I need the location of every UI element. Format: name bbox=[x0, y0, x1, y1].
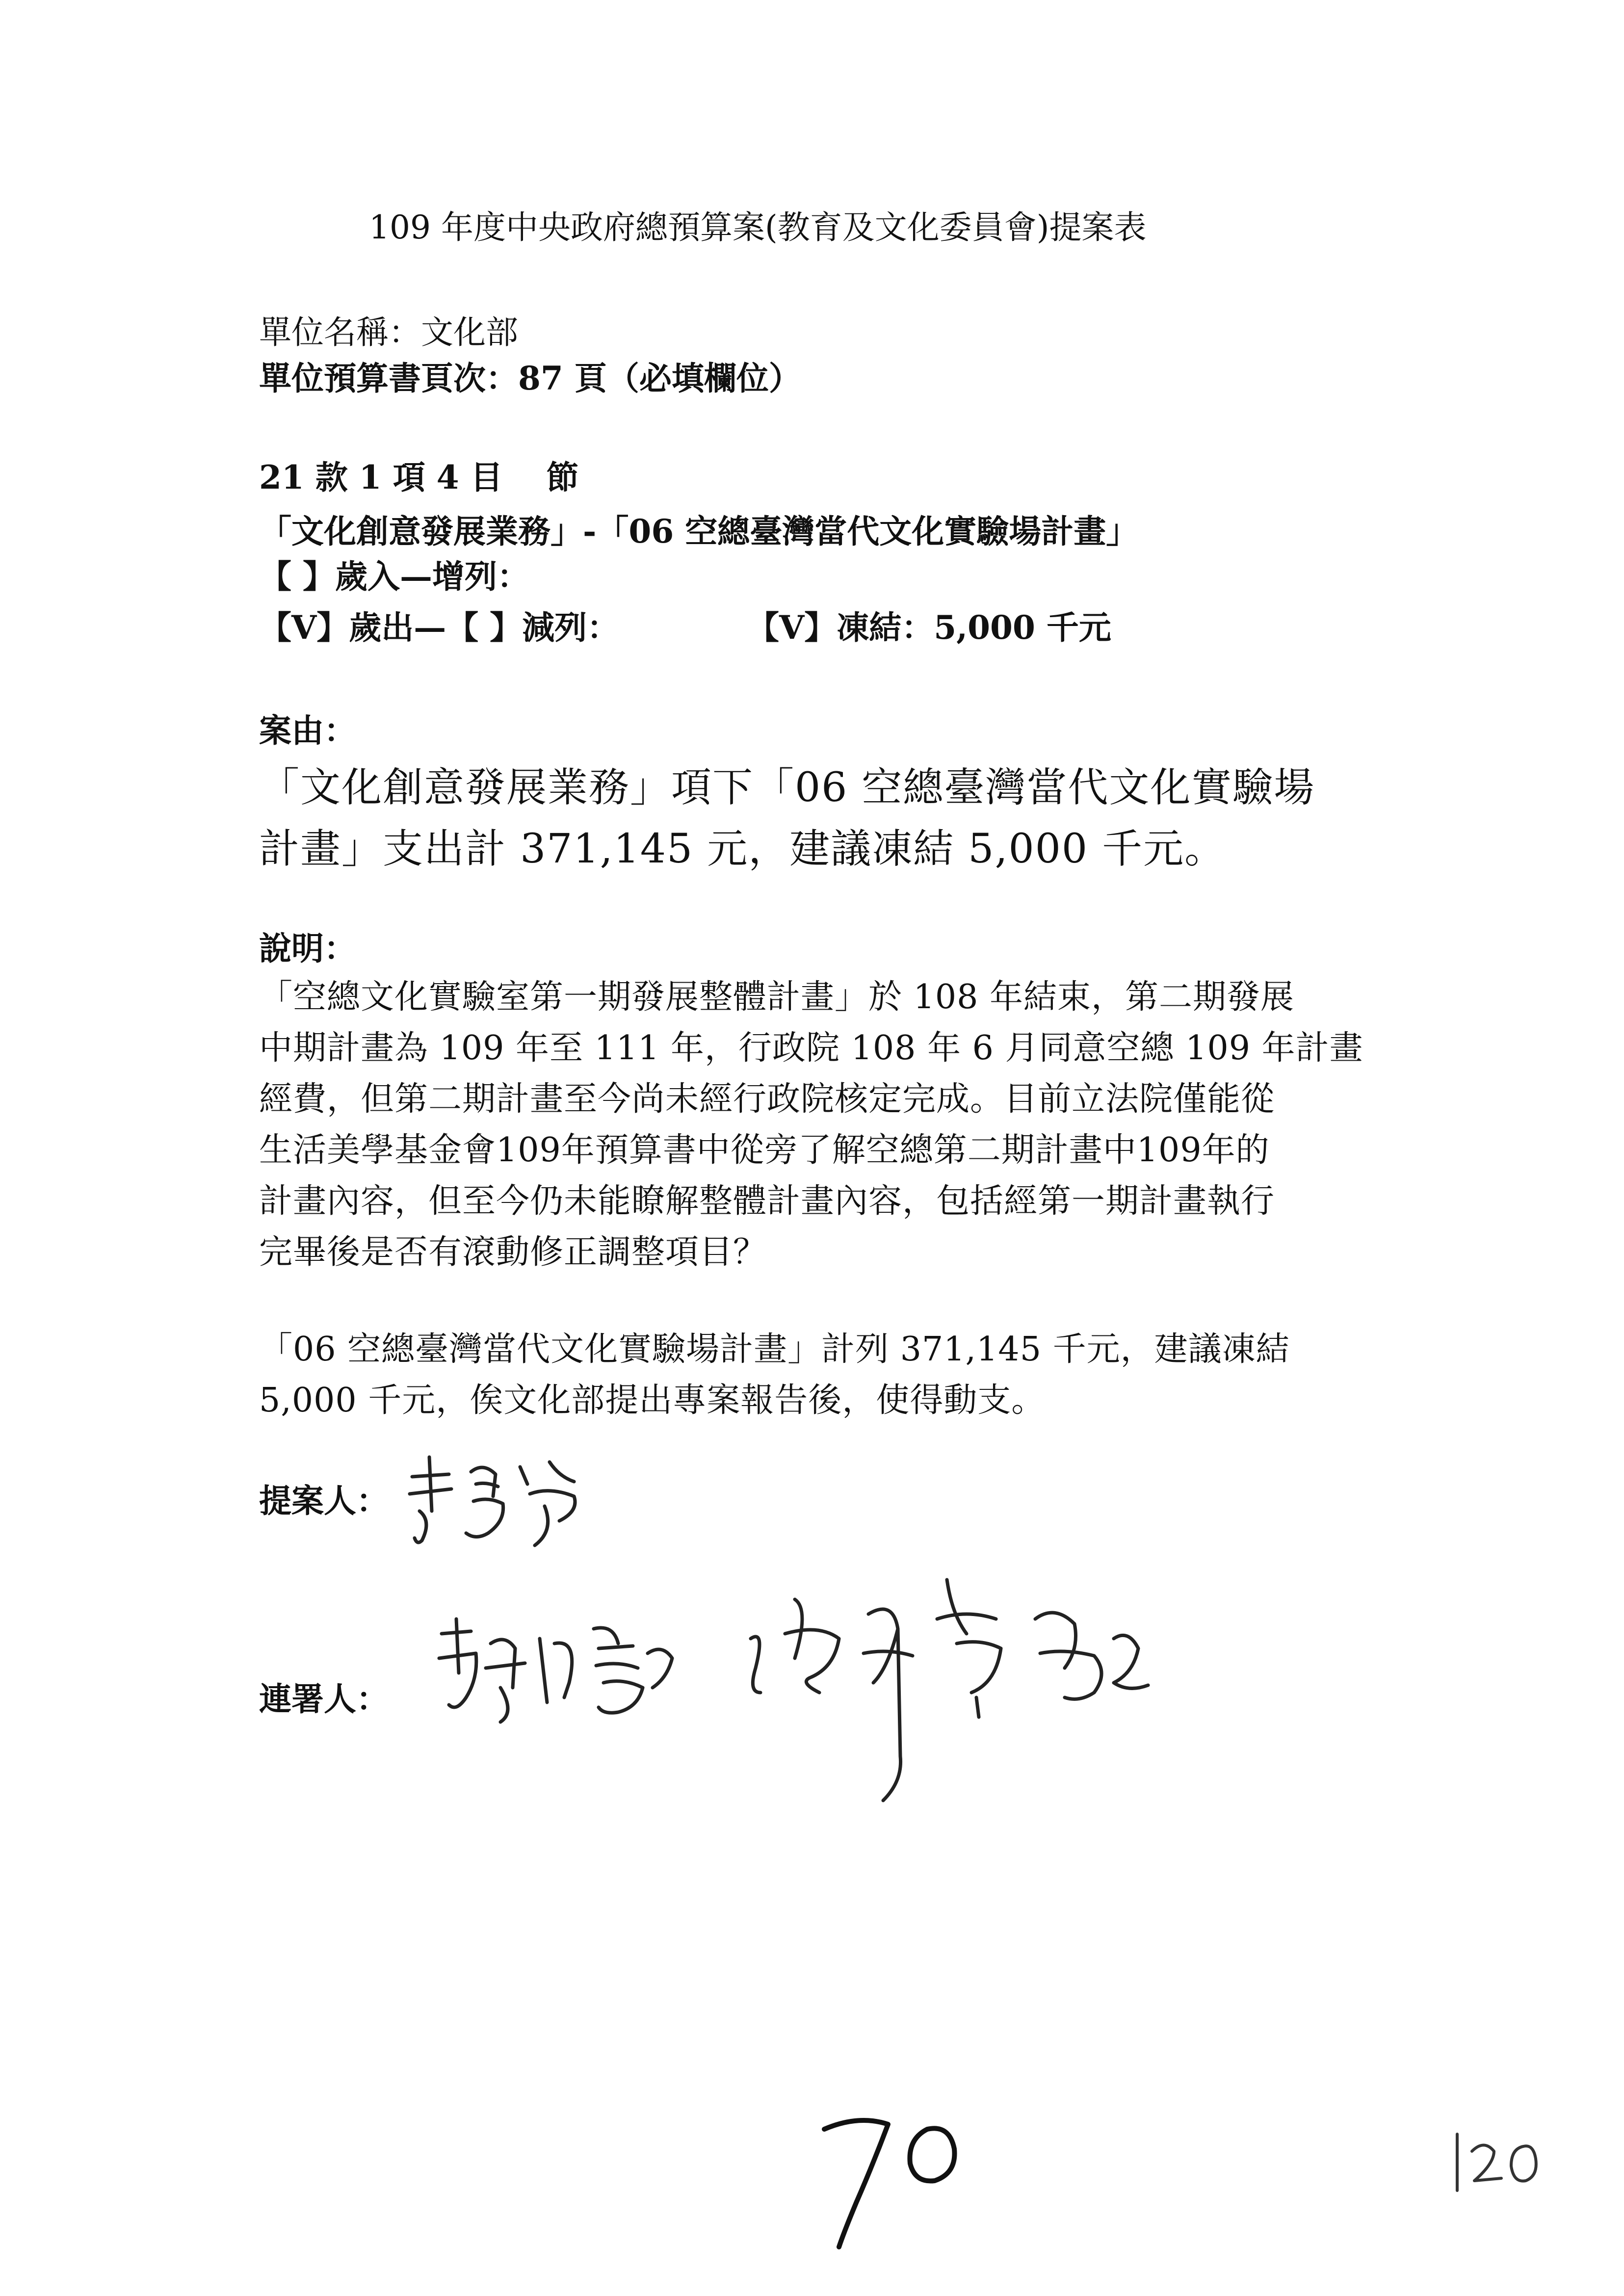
expense-line: 【V】歲出—【 】減列： bbox=[259, 608, 620, 647]
cosigner-label: 連署人： bbox=[259, 1680, 389, 1718]
explanation-line-2: 中期計畫為 109 年至 111 年，行政院 108 年 6 月同意空總 109 年計畫 bbox=[259, 1029, 1363, 1068]
handwritten-corner-number bbox=[1442, 2124, 1550, 2205]
document-title: 109 年度中央政府總預算案(教育及文化委員會)提案表 bbox=[369, 209, 1147, 246]
explanation-line-4: 生活美學基金會109年預算書中從旁了解空總第二期計畫中109年的 bbox=[259, 1131, 1270, 1170]
revenue-line: 【 】歲入—增列： bbox=[259, 557, 529, 596]
unit-name: 單位名稱：文化部 bbox=[259, 313, 518, 351]
explanation-line-1: 「空總文化實驗室第一期發展整體計畫」於 108 年結束，第二期發展 bbox=[259, 978, 1295, 1017]
reason-line-2: 計畫」支出計 371,145 元，建議凍結 5,000 千元。 bbox=[259, 826, 1226, 872]
reason-line-1: 「文化創意發展業務」項下「06 空總臺灣當代文化實驗場 bbox=[259, 764, 1315, 811]
proposer-signature bbox=[402, 1447, 608, 1557]
freeze-amount: 【V】凍結：5,000 千元 bbox=[747, 608, 1111, 647]
proposer-label: 提案人： bbox=[259, 1482, 389, 1520]
explanation-heading: 說明： bbox=[259, 929, 356, 967]
explanation-line-6: 完畢後是否有滾動修正調整項目？ bbox=[259, 1233, 767, 1272]
explanation-line-3: 經費，但第二期計畫至今尚未經行政院核定完成。目前立法院僅能從 bbox=[259, 1080, 1275, 1119]
cosigner-signature-1 bbox=[432, 1614, 687, 1744]
explanation-line-5: 計畫內容，但至今仍未能瞭解整體計畫內容，包括經第一期計畫執行 bbox=[259, 1182, 1275, 1221]
handwritten-page-number bbox=[814, 2095, 976, 2259]
program-name: 「文化創意發展業務」-「06 空總臺灣當代文化實驗場計畫」 bbox=[259, 512, 1139, 550]
reason-heading: 案由： bbox=[259, 711, 356, 750]
cosigner-signature-2 bbox=[721, 1570, 1187, 1847]
conclusion-line-1: 「06 空總臺灣當代文化實驗場計畫」計列 371,145 千元，建議凍結 bbox=[259, 1330, 1290, 1369]
unit-budget-page: 單位預算書頁次：87 頁（必填欄位） bbox=[259, 359, 801, 397]
conclusion-line-2: 5,000 千元，俟文化部提出專案報告後，使得動支。 bbox=[259, 1381, 1046, 1420]
budget-item: 21 款 1 項 4 目 節 bbox=[259, 458, 579, 496]
